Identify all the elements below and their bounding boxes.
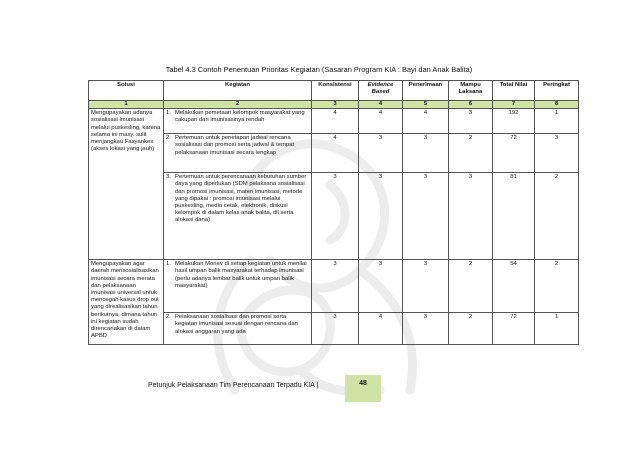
header-penerimaan: Penerimaan <box>403 81 449 101</box>
evidence-value: 4 <box>359 313 403 345</box>
solusi-cell: Mengupayakan adanya sosialisasi imunisasi melalui puskesling, karena selama ini masy. sulit menjangkau Fasyankes (akses lokasi yang jauh) <box>89 109 164 260</box>
total-value: 192 <box>493 109 535 134</box>
peringkat-value: 1 <box>535 313 579 345</box>
konsistensi-value: 3 <box>312 313 359 345</box>
kegiatan-cell <box>164 109 312 134</box>
kegiatan-text: Pertemuan untuk penetapan jadwal rencana sosialisasi dan promosi serta jadwal & tempat pelaksanaan imunisasi secara lengkap <box>175 135 295 156</box>
kegiatan-text: Pelaksanaan sosialisasi dan promosi serta kegiatan imunisasi sesuai dengan rencana dan alokasi anggaran yang ada <box>175 314 298 335</box>
peringkat-value: 2 <box>535 173 579 260</box>
penerimaan-value: 4 <box>403 109 449 134</box>
col-number: 1 <box>89 101 164 109</box>
page-number: 48 <box>345 375 381 402</box>
total-value: 81 <box>493 173 535 260</box>
evidence-value: 4 <box>359 109 403 134</box>
col-number: 7 <box>493 101 535 109</box>
kegiatan-number: 1. <box>166 110 171 117</box>
kegiatan-text: Melakukan Monev di setiap kegiatan untuk menilai hasil umpan balik masyarakat terhadap imunisasi (perlu adanya lembar balik untuk umpan balik masyarakat) <box>175 261 307 289</box>
konsistensi-value: 4 <box>312 134 359 173</box>
kegiatan-text: Melakukan pemetaan kelompok masyarakat yang cakupan dari imunisasinya rendah <box>175 110 305 124</box>
total-value: 72 <box>493 134 535 173</box>
header-solusi: Solusi <box>89 81 164 101</box>
penerimaan-value: 3 <box>403 260 449 313</box>
priority-table <box>88 80 579 345</box>
mampu-value: 3 <box>449 173 493 260</box>
col-number: 3 <box>312 101 359 109</box>
col-number: 5 <box>403 101 449 109</box>
kegiatan-cell <box>164 260 312 313</box>
header-kegiatan: Kegiatan <box>164 81 312 101</box>
kegiatan-number: 2. <box>166 135 171 142</box>
evidence-value: 3 <box>359 173 403 260</box>
col-number: 2 <box>164 101 312 109</box>
kegiatan-number: 1. <box>166 261 171 268</box>
col-number: 4 <box>359 101 403 109</box>
kegiatan-cell <box>164 173 312 260</box>
col-number: 6 <box>449 101 493 109</box>
kegiatan-number: 3. <box>166 174 171 181</box>
peringkat-value: 2 <box>535 260 579 313</box>
konsistensi-value: 3 <box>312 173 359 260</box>
header-evidence-based: Evidence Based <box>359 81 403 101</box>
column-number-row <box>89 101 579 109</box>
evidence-value: 3 <box>359 134 403 173</box>
footer-text: Petunjuk Pelaksanaan Tim Perencanaan Terpadu KIA | <box>148 382 319 389</box>
kegiatan-number: 2. <box>166 314 171 321</box>
header-mampu-laksana: Mampu Laksana <box>449 81 493 101</box>
table-row <box>89 260 579 313</box>
evidence-value: 3 <box>359 260 403 313</box>
penerimaan-value: 3 <box>403 173 449 260</box>
peringkat-value: 1 <box>535 109 579 134</box>
penerimaan-value: 3 <box>403 134 449 173</box>
kegiatan-text: Pertemuan untuk perencanaan kebutuhan sumber daya yang diperlukan (SDM pelaksana sosialisasi dan promosi imunisasi, materi imunisasi, metode yang dipakai : promosi imunisasi melalui puskesling, media cetak, elektronik, diskusi kelompok di dalam kelas anak balita, dll serta alokasi dana) <box>175 174 307 224</box>
penerimaan-value: 3 <box>403 313 449 345</box>
mampu-value: 3 <box>449 109 493 134</box>
peringkat-value: 3 <box>535 134 579 173</box>
konsistensi-value: 4 <box>312 109 359 134</box>
header-row <box>89 81 579 101</box>
mampu-value: 2 <box>449 313 493 345</box>
mampu-value: 2 <box>449 134 493 173</box>
mampu-value: 2 <box>449 260 493 313</box>
header-peringkat: Peringkat <box>535 81 579 101</box>
kegiatan-cell <box>164 134 312 173</box>
table-caption: Tabel 4.3 Contoh Penentuan Prioritas Kegiatan (Sasaran Program KIA : Bayi dan Anak Balita) <box>165 65 473 74</box>
konsistensi-value: 3 <box>312 260 359 313</box>
col-number: 8 <box>535 101 579 109</box>
total-value: 54 <box>493 260 535 313</box>
solusi-cell: Mengupayakan agar daerah mensosialisasikan imunisasi secara merata dan pelaksanaan imunisasi universal untuk mencegah kasus drop out yang direalisasikan tahun berikutnya, dimana tahun ini kegiatan sudah direncanakan di dalam APBD <box>89 260 164 345</box>
header-total-nilai: Total Nilai <box>493 81 535 101</box>
table-row <box>89 109 579 134</box>
header-konsistensi: Konsistensi <box>312 81 359 101</box>
total-value: 72 <box>493 313 535 345</box>
kegiatan-cell <box>164 313 312 345</box>
